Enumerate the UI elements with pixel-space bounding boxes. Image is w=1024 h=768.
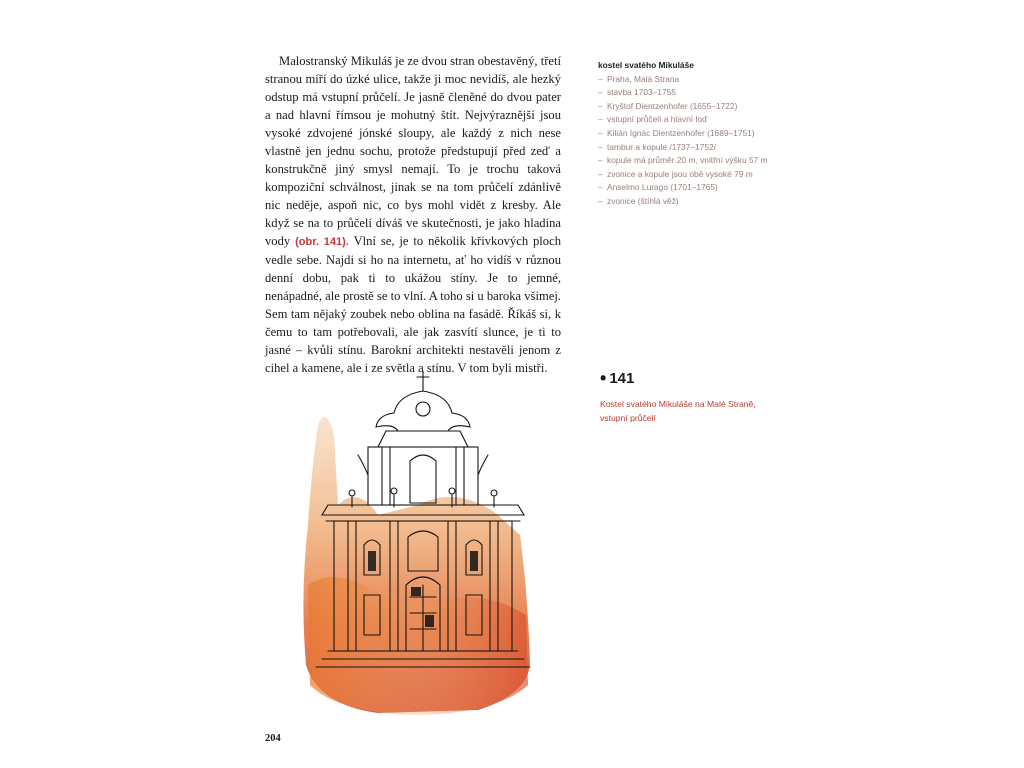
sidebar-item: – stavba 1703–1755	[598, 87, 676, 98]
sidebar-item: – kopule má průměr 20 m, vnitřní výšku 57 m	[598, 155, 768, 166]
sidebar-item-text: Kryštof Dientzenhofer (1655–1722)	[607, 100, 738, 111]
sidebar-item-text: Praha, Malá Strana	[607, 73, 680, 84]
sidebar-item-text: Anselmo Lurago (1701–1765)	[607, 182, 718, 193]
figure-caption: Kostel svatého Mikuláše na Malé Straně, vstupní průčelí	[600, 399, 756, 423]
sidebar-item: – zvonice a kopule jsou obě vysoké 79 m	[598, 168, 753, 179]
sidebar-item: – Praha, Malá Strana	[598, 73, 680, 84]
sidebar-list	[598, 73, 768, 209]
info-sidebar	[598, 59, 768, 209]
sidebar-item: – tambur a kopule /1737–1752/	[598, 141, 716, 152]
sidebar-title: kostel svatého Mikuláše	[598, 60, 694, 70]
sidebar-item-text: zvonice (štíhlá věž)	[607, 195, 679, 206]
church-facade-illustration	[298, 365, 558, 717]
figure-number	[600, 368, 634, 389]
paragraph-text-end: . Vlní se, je to několik křivkových ploch vedle sebe. Najdi si ho na internetu, ať ho vidíš v různou denní dobu, pak ti to ukážou stíny. Je to jemné, nenápadné, ale prostě se to vlní. A toho si u baroka všimej. Sem tam nějaký zoubek nebo oblina na fasádě. Říkáš si, k čemu to tam potřebovali, ale jak zasvítí slunce, je ti to jasné – kvůli stínu. Barokní architekti nestavěli jenom z cihel a kamene, ale i ze světla a stínu. V tom byli mistři.	[265, 234, 561, 375]
sidebar-item-text: tambur a kopule /1737–1752/	[607, 141, 716, 152]
bullet-icon: •	[600, 368, 607, 388]
paragraph-text: Malostranský Mikuláš je ze dvou stran obestavěný, třetí stranou míří do úzké ulice, takže ji moc nevidíš, ale hezký odstup má vstupní průčelí. Je jasně členěné do dvou pater a nad hlavní římsou je mohutný štít. Nejvýraznější jsou vysoké zdvojené jónské sloupy, ale každý z nich nese vlastně jen jednu sochu, protože předstupují před zeď a konstrukčně jiný smysl nemají. To je trochu taková kompoziční schválnost, jinak se na tom průčelí zdánlivě nic neděje, aspoň nic, co bys mohl vidět z kresby. Ale když se na to průčelí díváš ve skutečnosti, je jako hladina vody	[265, 54, 561, 248]
figure-number-text: 141	[609, 370, 635, 387]
sidebar-item-text: zvonice a kopule jsou obě vysoké 79 m	[607, 168, 753, 179]
sidebar-item: – zvonice (štíhlá věž)	[598, 195, 679, 206]
figure-reference[interactable]: (obr. 141)	[295, 236, 346, 248]
sidebar-item: – vstupní průčelí a hlavní loď	[598, 114, 708, 125]
sidebar-item-text: Kilián Ignác Dientzenhofer (1689–1751)	[607, 127, 755, 138]
body-paragraph	[265, 52, 561, 377]
sidebar-item: – Kryštof Dientzenhofer (1655–1722)	[598, 100, 738, 111]
sidebar-item: – Kilián Ignác Dientzenhofer (1689–1751)	[598, 127, 755, 138]
main-text-block	[265, 52, 561, 377]
sidebar-item-text: kopule má průměr 20 m, vnitřní výšku 57 m	[607, 155, 768, 166]
sidebar-item-text: vstupní průčelí a hlavní loď	[607, 114, 708, 125]
cross-icon	[417, 371, 429, 391]
gable	[376, 391, 470, 431]
page-number: 204	[265, 733, 281, 744]
sidebar-item-text: stavba 1703–1755	[607, 87, 676, 98]
sidebar-item: – Anselmo Lurago (1701–1765)	[598, 182, 718, 193]
